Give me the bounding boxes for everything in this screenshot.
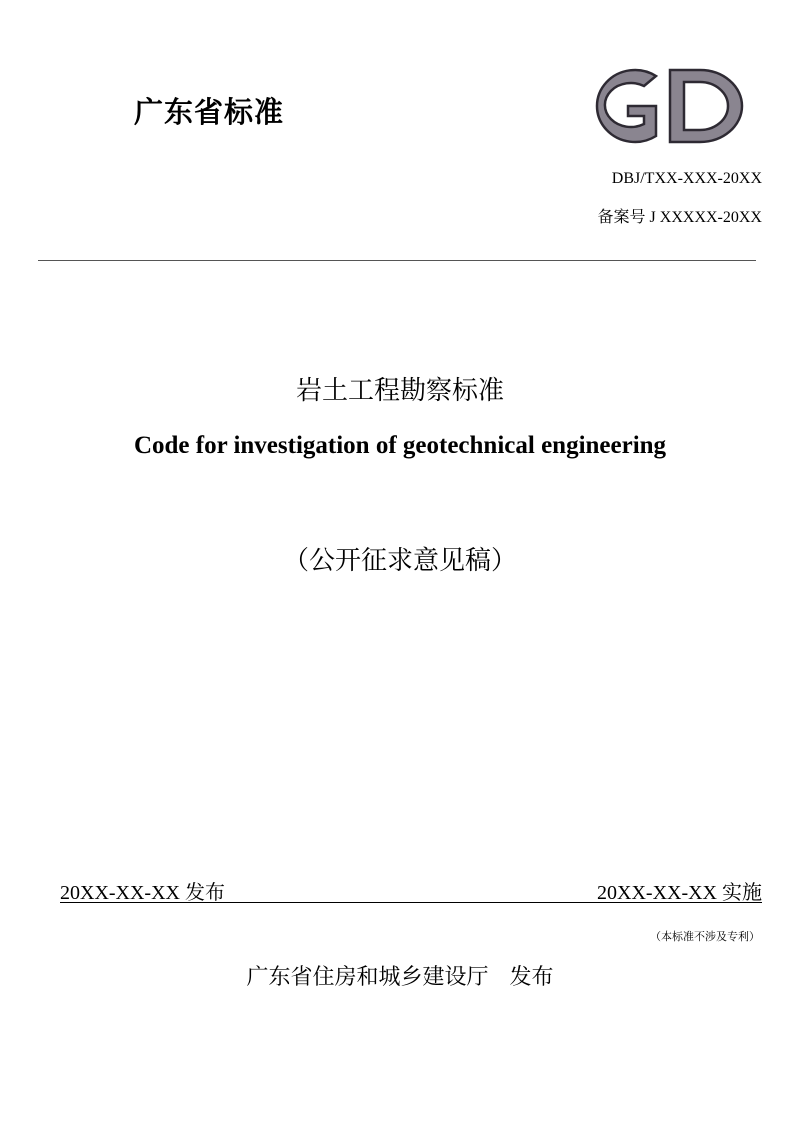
document-title-chinese: 岩土工程勘察标准 <box>295 376 504 406</box>
patent-note: （本标准不涉及专利） <box>650 930 760 943</box>
issue-date: 20XX-XX-XX 发布 <box>60 882 225 904</box>
implementation-date: 20XX-XX-XX 实施 <box>597 882 762 904</box>
header-divider <box>38 260 756 261</box>
document-title-english: Code for investigation of geotechnical engineering <box>133 432 667 459</box>
province-standard-title: 广东省标准 <box>134 95 285 129</box>
record-number: 备案号 J XXXXX-20XX <box>597 209 762 226</box>
gd-logo <box>578 62 750 148</box>
draft-status-label: （公开征求意见稿） <box>282 546 517 576</box>
standard-number: DBJ/TXX-XXX-20XX <box>611 170 762 187</box>
publisher-line: 广东省住房和城乡建设厅 发布 <box>246 965 554 990</box>
logo-letter-d <box>670 70 742 142</box>
date-row <box>60 874 762 903</box>
logo-letter-g <box>597 70 656 142</box>
